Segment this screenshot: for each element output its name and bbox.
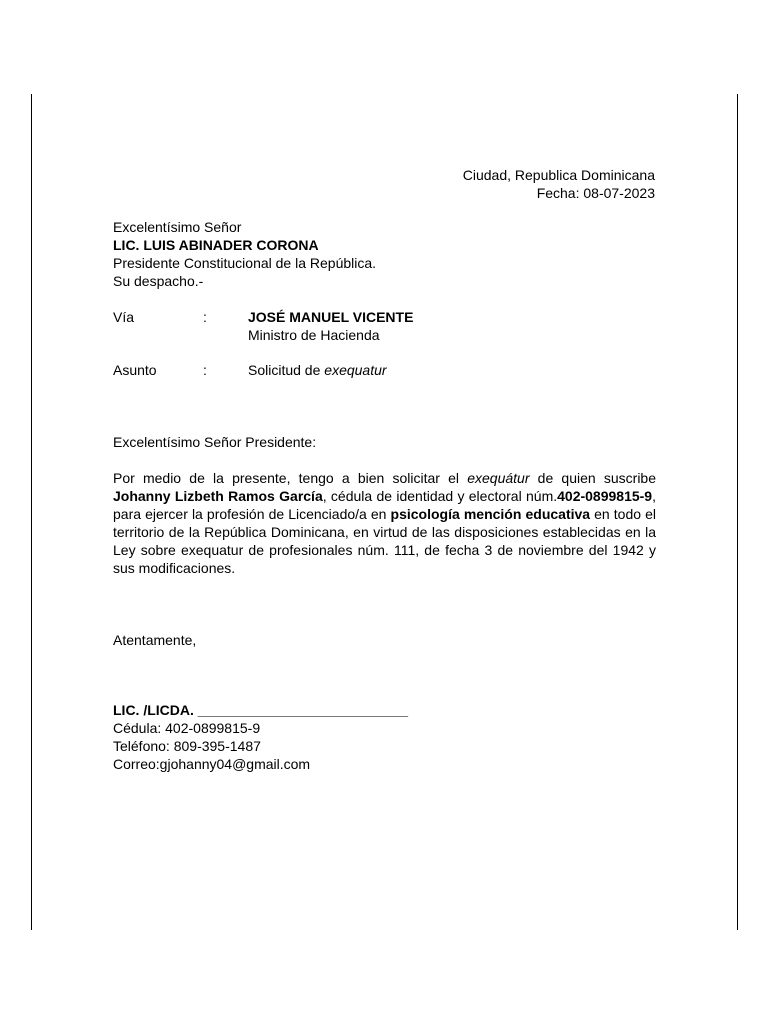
- place-date-block: [463, 166, 655, 202]
- via-label: Vía: [113, 309, 135, 325]
- recipient-salutation: Excelentísimo Señor: [113, 219, 242, 235]
- body-text: en todo el territorio de la República Dominicana, en virtud de las disposiciones establecidas en la Ley sobre exequatur de profesionales núm. 111, de fecha 3 de noviembre del 1942 y sus modificaciones.: [113, 506, 656, 576]
- signature-phone: Teléfono: 809-395-1487: [113, 738, 261, 754]
- profession: psicología mención educativa: [390, 506, 591, 522]
- body-text: Por medio de la presente, tengo a bien solicitar el: [113, 470, 468, 486]
- applicant-name: Johanny Lizbeth Ramos García: [113, 488, 323, 504]
- subject-prefix: Solicitud de: [248, 362, 325, 378]
- recipient-position: Presidente Constitucional de la República.: [113, 255, 377, 271]
- subject-value: [248, 361, 387, 379]
- body-text: ,: [322, 488, 327, 504]
- body-text: cédula de identidad y electoral núm.: [326, 488, 558, 504]
- greeting: Excelentísimo Señor Presidente:: [113, 434, 317, 450]
- applicant-id: 402-0899815-9: [557, 488, 653, 504]
- subject-label: Asunto: [113, 362, 157, 378]
- city-line: Ciudad, Republica Dominicana: [462, 167, 655, 183]
- closing: Atentamente,: [113, 632, 197, 648]
- page-left-border: [31, 94, 32, 930]
- recipient-office: Su despacho.-: [113, 273, 204, 289]
- subject-row: [113, 361, 656, 379]
- signature-cedula: Cédula: 402-0899815-9: [113, 720, 261, 736]
- body-paragraph: [113, 469, 656, 577]
- via-colon: :: [203, 309, 207, 325]
- signature-email: Correo:gjohanny04@gmail.com: [113, 756, 311, 772]
- date-line: Fecha: 08-07-2023: [536, 185, 655, 201]
- recipient-block: [113, 218, 656, 290]
- body-text: , para ejercer la profesión de Licenciado/a en: [113, 488, 656, 522]
- body-italic-term: exequátur: [467, 470, 530, 486]
- signature-title: LIC. /LICDA. ___________________________: [113, 702, 408, 718]
- signature-block: [113, 701, 656, 773]
- page-right-border: [737, 94, 738, 930]
- body-text: de quien suscribe: [529, 470, 656, 486]
- subject-colon: :: [203, 362, 207, 378]
- via-row: [113, 308, 656, 344]
- via-position: Ministro de Hacienda: [248, 327, 380, 343]
- subject-term: exequatur: [324, 362, 387, 378]
- recipient-name: LIC. LUIS ABINADER CORONA: [113, 237, 319, 253]
- via-name: JOSÉ MANUEL VICENTE: [248, 309, 414, 325]
